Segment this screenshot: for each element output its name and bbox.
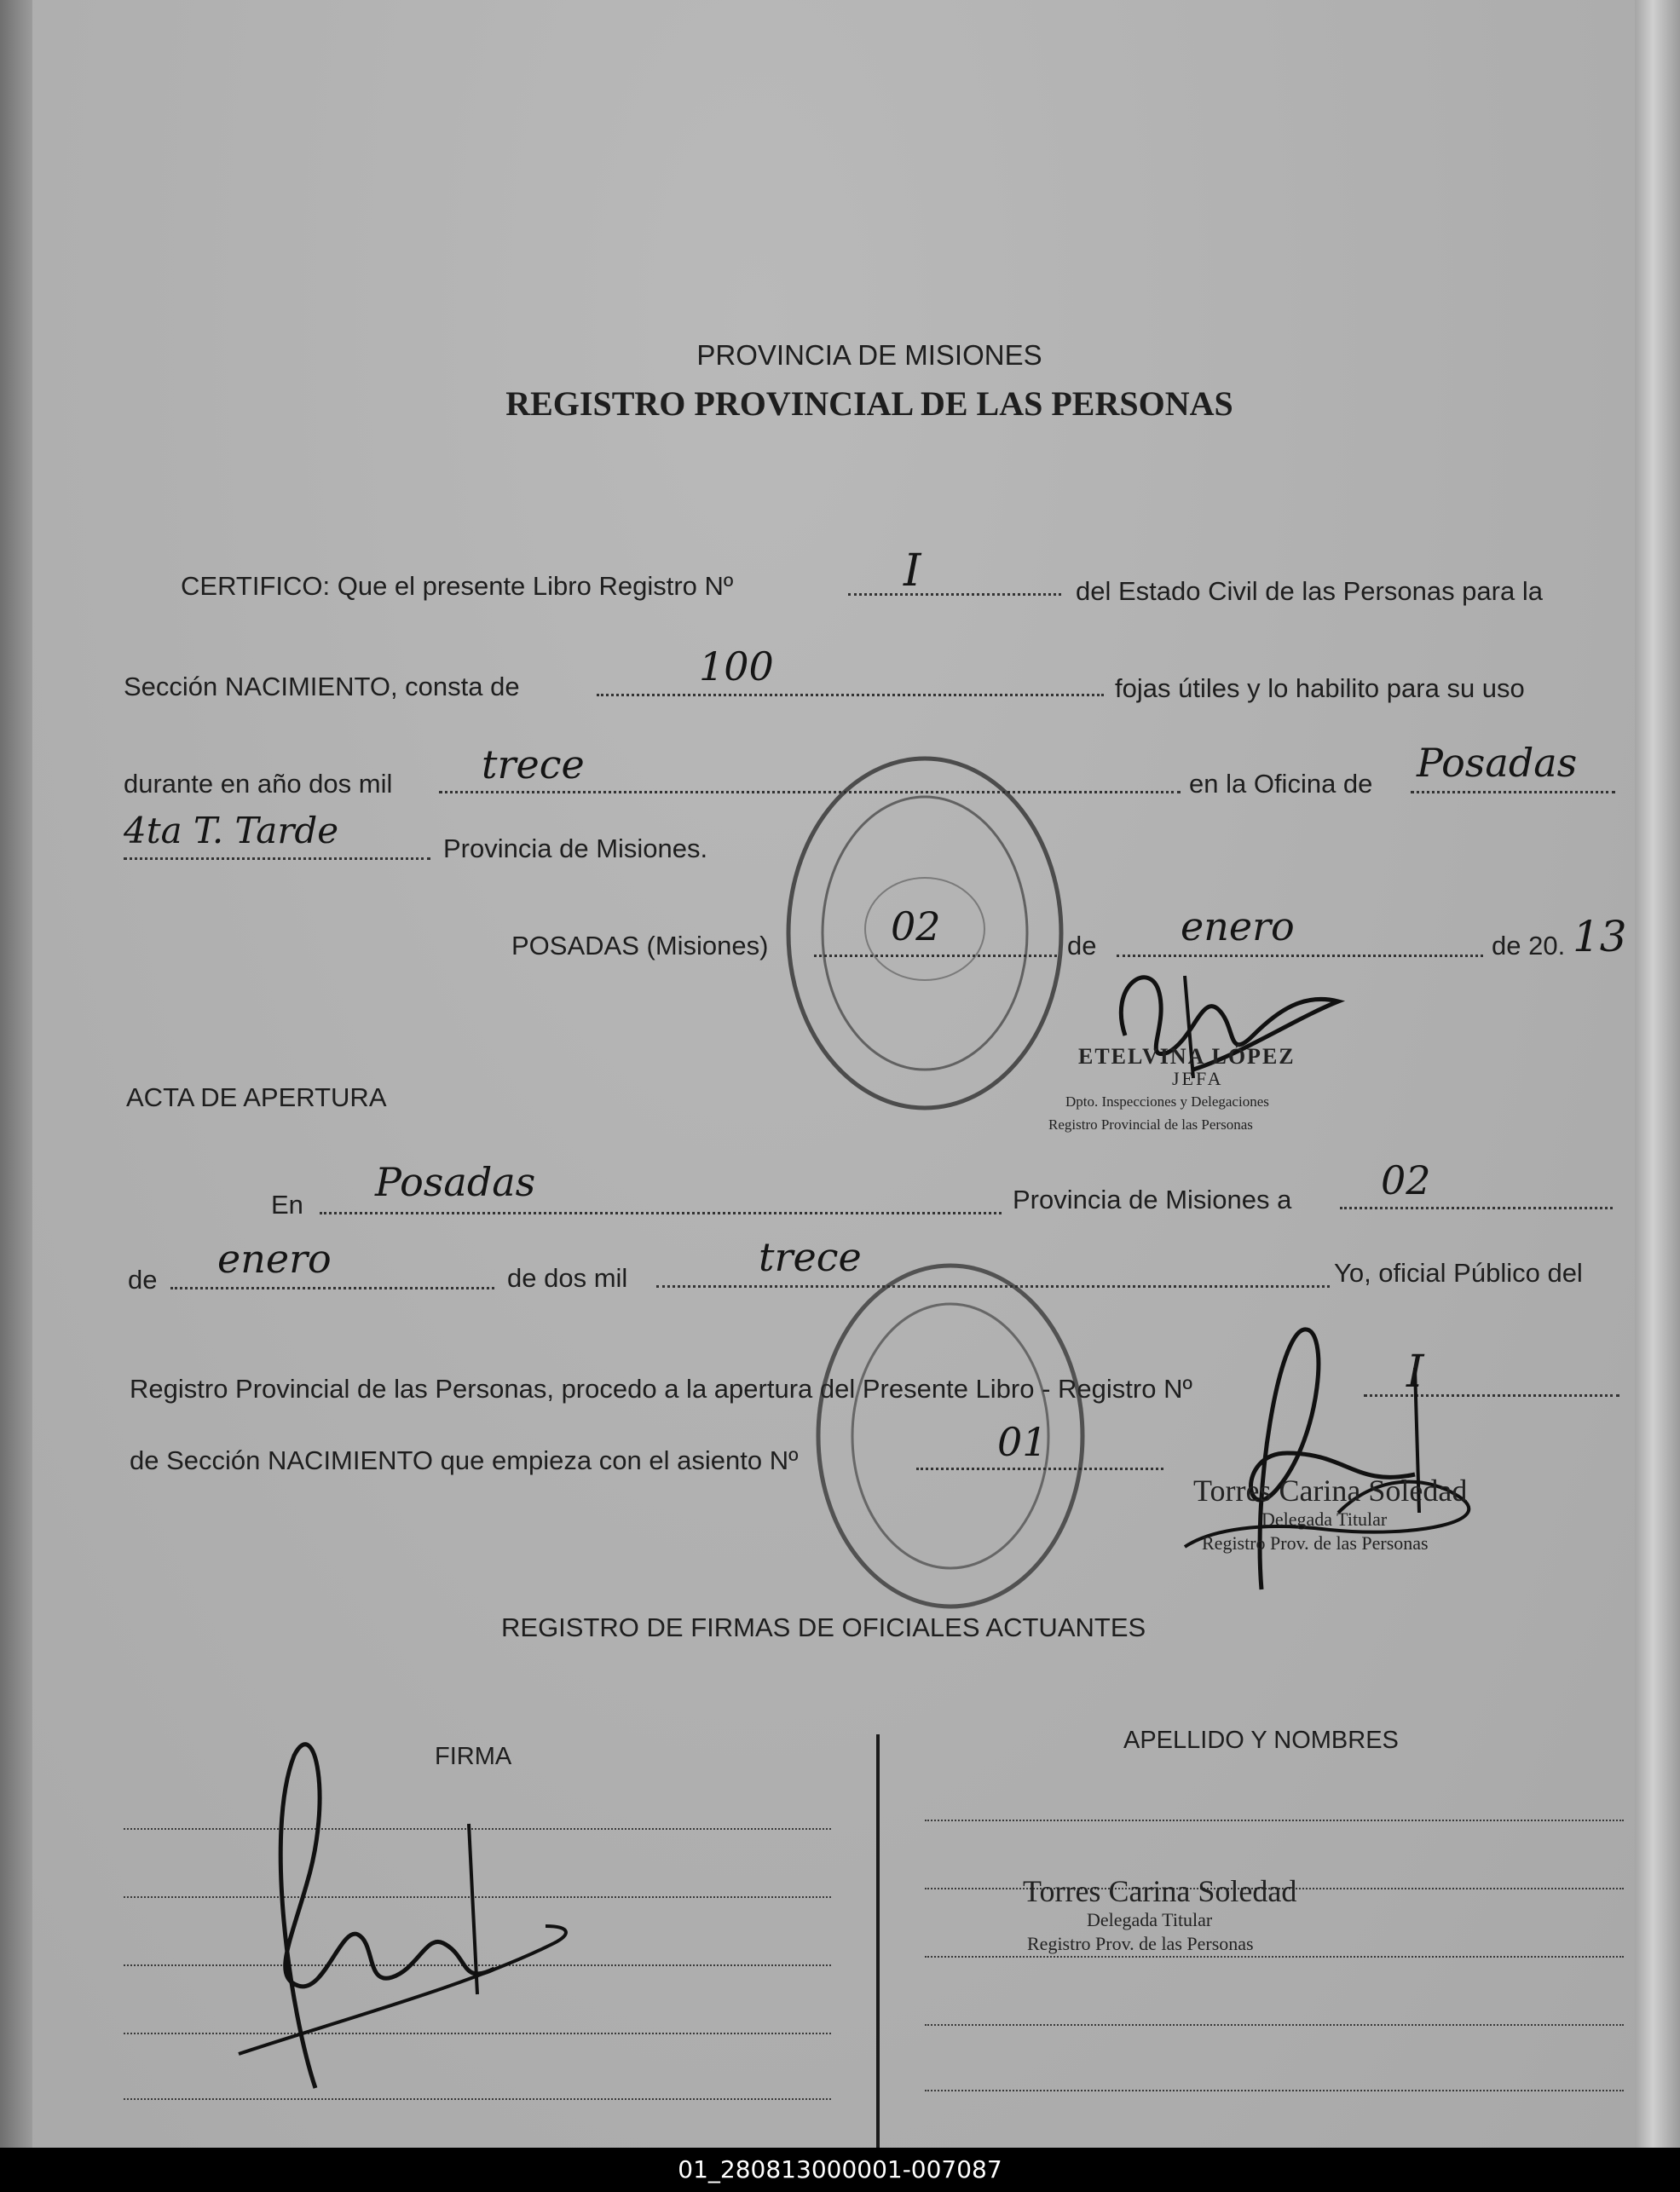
header-province: PROVINCIA DE MISIONES — [696, 339, 1042, 371]
opening-line4: de Sección NACIMIENTO que empieza con el asiento Nº — [130, 1445, 799, 1475]
hw-opening-place: Posadas — [375, 1159, 536, 1205]
hw-office-b: 4ta T. Tarde — [124, 810, 339, 851]
cert-line1-end: del Estado Civil de las Personas para la — [1076, 576, 1543, 606]
hw-year: trece — [482, 741, 585, 787]
opening-day-blank — [1340, 1207, 1613, 1209]
hw-opening-year: trece — [759, 1234, 862, 1280]
hw-opening-book: I — [1406, 1347, 1424, 1398]
stamp1-role: JEFA — [1172, 1068, 1224, 1089]
stamp1-dept: Dpto. Inspecciones y Delegaciones — [1065, 1093, 1269, 1110]
cert-line5-year: de 20. — [1492, 931, 1566, 960]
opening-month-blank — [170, 1287, 494, 1289]
col-nombres-label: APELLIDO Y NOMBRES — [1123, 1727, 1399, 1754]
column-divider — [876, 1734, 880, 2148]
hw-day: 02 — [891, 903, 941, 949]
nombres-rule-1 — [925, 1820, 1624, 1821]
cert-line4-blank — [124, 857, 430, 860]
stamp1-name: ETELVINA LÓPEZ — [1078, 1044, 1296, 1069]
cert-line2-end: fojas útiles y lo habilito para su uso — [1115, 673, 1525, 703]
oval-seal-2 — [810, 1257, 1091, 1615]
register-entry-role: Delegada Titular — [1087, 1909, 1213, 1930]
stamp2-role: Delegada Titular — [1261, 1508, 1388, 1530]
signature-2 — [1159, 1317, 1551, 1598]
hw-month: enero — [1181, 903, 1295, 949]
cert-month-blank — [1117, 955, 1483, 957]
cert-line2-blank — [597, 694, 1104, 696]
hw-book-number: I — [904, 545, 921, 597]
col-firma-label: FIRMA — [435, 1743, 512, 1770]
stamp1-org: Registro Provincial de las Personas — [1048, 1116, 1253, 1133]
stamp2-name: Torres Carina Soledad — [1193, 1474, 1468, 1508]
cert-line1-blank — [848, 593, 1061, 596]
page-edge-left — [0, 0, 32, 2148]
opening-place-blank — [320, 1212, 1002, 1214]
opening-line2-de: de — [128, 1265, 158, 1295]
signature-register — [213, 1730, 588, 2105]
nombres-rule-4 — [925, 2024, 1624, 2026]
register-entry-org: Registro Prov. de las Personas — [1027, 1933, 1254, 1954]
page-edge-right — [1635, 0, 1680, 2148]
hw-pages: 100 — [699, 643, 774, 689]
nombres-rule-3 — [925, 1956, 1624, 1958]
nombres-rule-5 — [925, 2090, 1624, 2091]
document-id-bar: 01_280813000001-007087 — [0, 2148, 1680, 2192]
hw-opening-day: 02 — [1381, 1157, 1431, 1203]
hw-opening-month: enero — [217, 1236, 332, 1282]
opening-line2-oficial: Yo, oficial Público del — [1334, 1258, 1583, 1288]
cert-line3-start: durante en año dos mil — [124, 769, 393, 799]
oval-seal-1 — [780, 750, 1070, 1116]
hw-year-suffix: 13 — [1573, 912, 1627, 961]
cert-line2-start: Sección NACIMIENTO, consta de — [124, 672, 520, 701]
cert-line1-start: CERTIFICO: Que el presente Libro Registro Nº — [181, 571, 734, 601]
cert-office-blank — [1411, 791, 1615, 793]
register-entry-name: Torres Carina Soledad — [1023, 1874, 1297, 1908]
stamp2-org: Registro Prov. de las Personas — [1202, 1532, 1429, 1554]
header-office: REGISTRO PROVINCIAL DE LAS PERSONAS — [505, 384, 1233, 423]
cert-line3-office: en la Oficina de — [1189, 769, 1373, 799]
opening-heading: ACTA DE APERTURA — [126, 1082, 387, 1112]
hw-office-a: Posadas — [1417, 740, 1578, 786]
cert-line4: Provincia de Misiones. — [443, 834, 708, 863]
hw-opening-entry: 01 — [997, 1419, 1048, 1465]
opening-line1-en: En — [271, 1190, 303, 1220]
opening-line2-dosmil: de dos mil — [507, 1263, 628, 1293]
cert-line5-de: de — [1067, 931, 1097, 960]
signatures-heading: REGISTRO DE FIRMAS DE OFICIALES ACTUANTES — [501, 1612, 1146, 1642]
opening-line1-prov: Provincia de Misiones a — [1013, 1185, 1292, 1214]
opening-line3: Registro Provincial de las Personas, procedo a la apertura del Presente Libro - Registro Nº — [130, 1374, 1192, 1404]
cert-line5-place: POSADAS (Misiones) — [511, 931, 769, 960]
